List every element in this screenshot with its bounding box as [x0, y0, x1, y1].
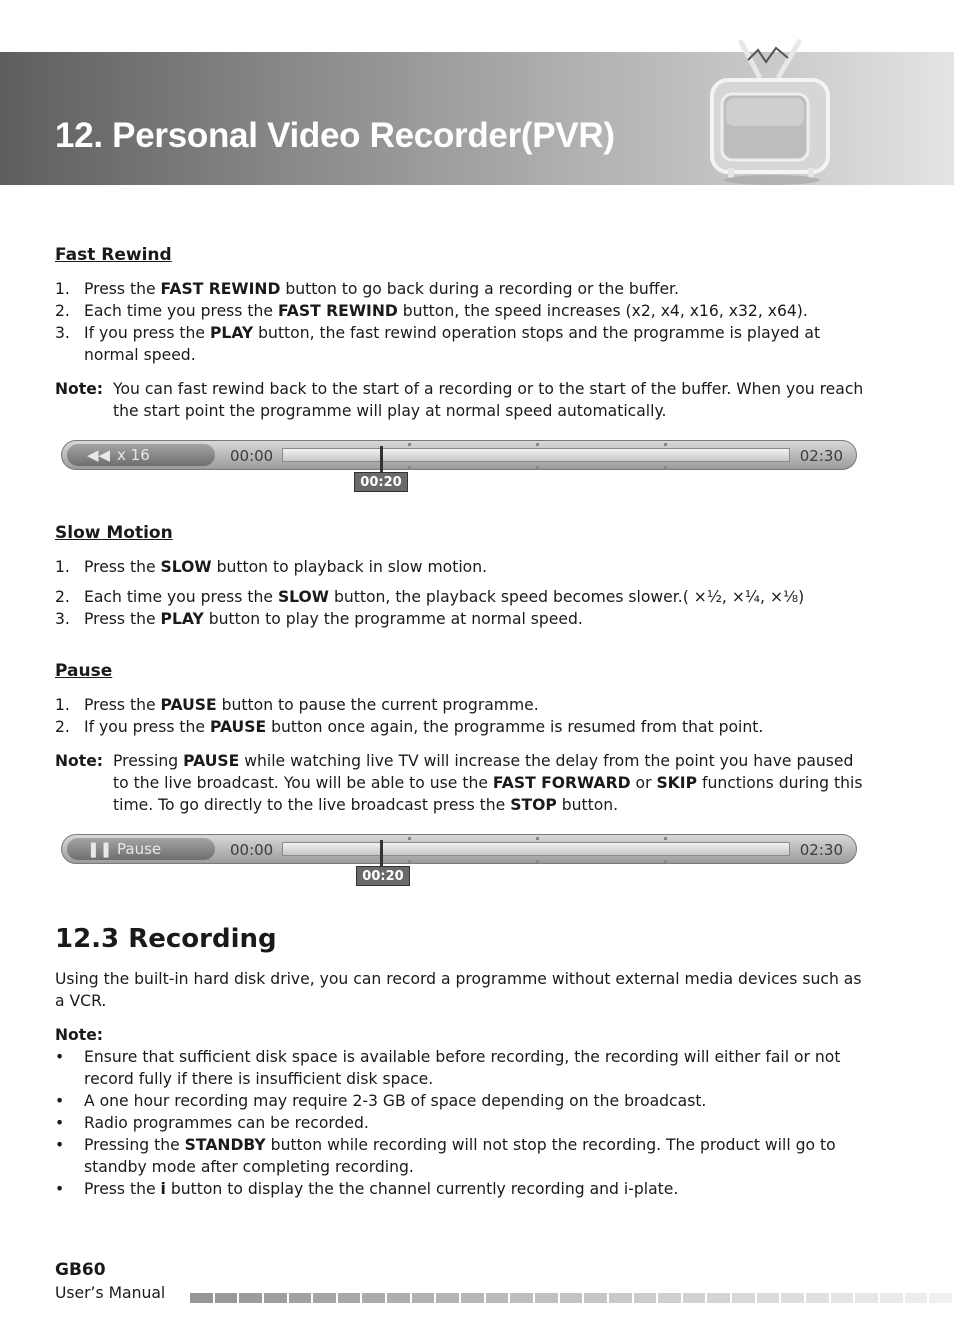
pause-mode-badge: ❚❚ Pause: [67, 838, 215, 860]
start-time: 00:00: [230, 841, 274, 859]
start-time: 00:00: [230, 447, 274, 465]
footer-subtitle: User’s Manual: [55, 1284, 166, 1302]
chapter-title: 12. Personal Video Recorder(PVR): [55, 116, 615, 155]
recording-heading: 12.3 Recording: [55, 924, 277, 954]
list-item: 3. If you press the PLAY button, the fast rewind operation stops and the programme is played at normal speed.: [55, 324, 821, 364]
timeline-track: [282, 448, 790, 462]
rewind-icon: ◀◀: [87, 446, 111, 464]
list-item: 2. Each time you press the SLOW button, the playback speed becomes slower.( ×½, ×¼, ×⅛): [55, 588, 805, 606]
pause-steps: [55, 694, 867, 738]
list-item: • Press the i button to display the the channel currently recording and i-plate.: [55, 1180, 679, 1198]
list-item: • A one hour recording may require 2-3 GB of space depending on the broadcast.: [55, 1092, 707, 1110]
footer-model: GB60: [55, 1260, 106, 1280]
list-item: 1. Press the PAUSE button to pause the current programme.: [55, 696, 539, 714]
end-time: 02:30: [799, 841, 843, 859]
position-time-label: 00:20: [356, 866, 410, 886]
list-item: 2. Each time you press the FAST REWIND button, the speed increases (x2, x4, x16, x32, x64).: [55, 302, 808, 320]
list-item: • Pressing the STANDBY button while recording will not stop the recording. The product will go to standby mode after completing recording.: [55, 1136, 836, 1176]
pause-progress-bar: [55, 834, 867, 894]
end-time: 02:30: [799, 447, 843, 465]
tv-icon: [700, 38, 840, 188]
recording-note-label: Note:: [55, 1026, 104, 1044]
pause-icon: ❚❚: [87, 840, 113, 858]
page-content: [55, 244, 867, 1200]
list-item: 3. Press the PLAY button to play the programme at normal speed.: [55, 610, 583, 628]
timeline-track: [282, 842, 790, 856]
rewind-progress-bar: [55, 440, 867, 500]
list-item: 1. Press the SLOW button to playback in slow motion.: [55, 558, 488, 576]
footer-stripe: [190, 1293, 954, 1303]
pause-note: Note: Pressing PAUSE while watching live TV will increase the delay from the point you have paused to the live broadcast. You will be able to use the FAST FORWARD or SKIP functions during this time. To go directly to the live broadcast press the STOP button.: [55, 752, 863, 814]
fast-rewind-note: Note: You can fast rewind back to the start of a recording or to the start of the buffer. When you reach the start point the programme will play at normal speed automatically.: [55, 380, 864, 420]
slow-motion-steps: [55, 556, 867, 630]
list-item: • Radio programmes can be recorded.: [55, 1114, 369, 1132]
list-item: • Ensure that sufficient disk space is available before recording, the recording will either fail or not record fully if there is insufficient disk space.: [55, 1048, 841, 1088]
fast-rewind-heading: Fast Rewind: [55, 245, 172, 265]
list-item: 2. If you press the PAUSE button once again, the programme is resumed from that point.: [55, 718, 764, 736]
position-time-label: 00:20: [354, 472, 408, 492]
rewind-mode-badge: ◀◀ x 16: [67, 444, 215, 466]
recording-notes: [55, 1046, 867, 1200]
recording-intro: Using the built-in hard disk drive, you can record a programme without external media devices such as a VCR.: [55, 970, 862, 1010]
slow-motion-heading: Slow Motion: [55, 523, 173, 543]
list-item: 1. Press the FAST REWIND button to go back during a recording or the buffer.: [55, 280, 679, 298]
pause-heading: Pause: [55, 661, 113, 681]
fast-rewind-steps: [55, 278, 867, 366]
